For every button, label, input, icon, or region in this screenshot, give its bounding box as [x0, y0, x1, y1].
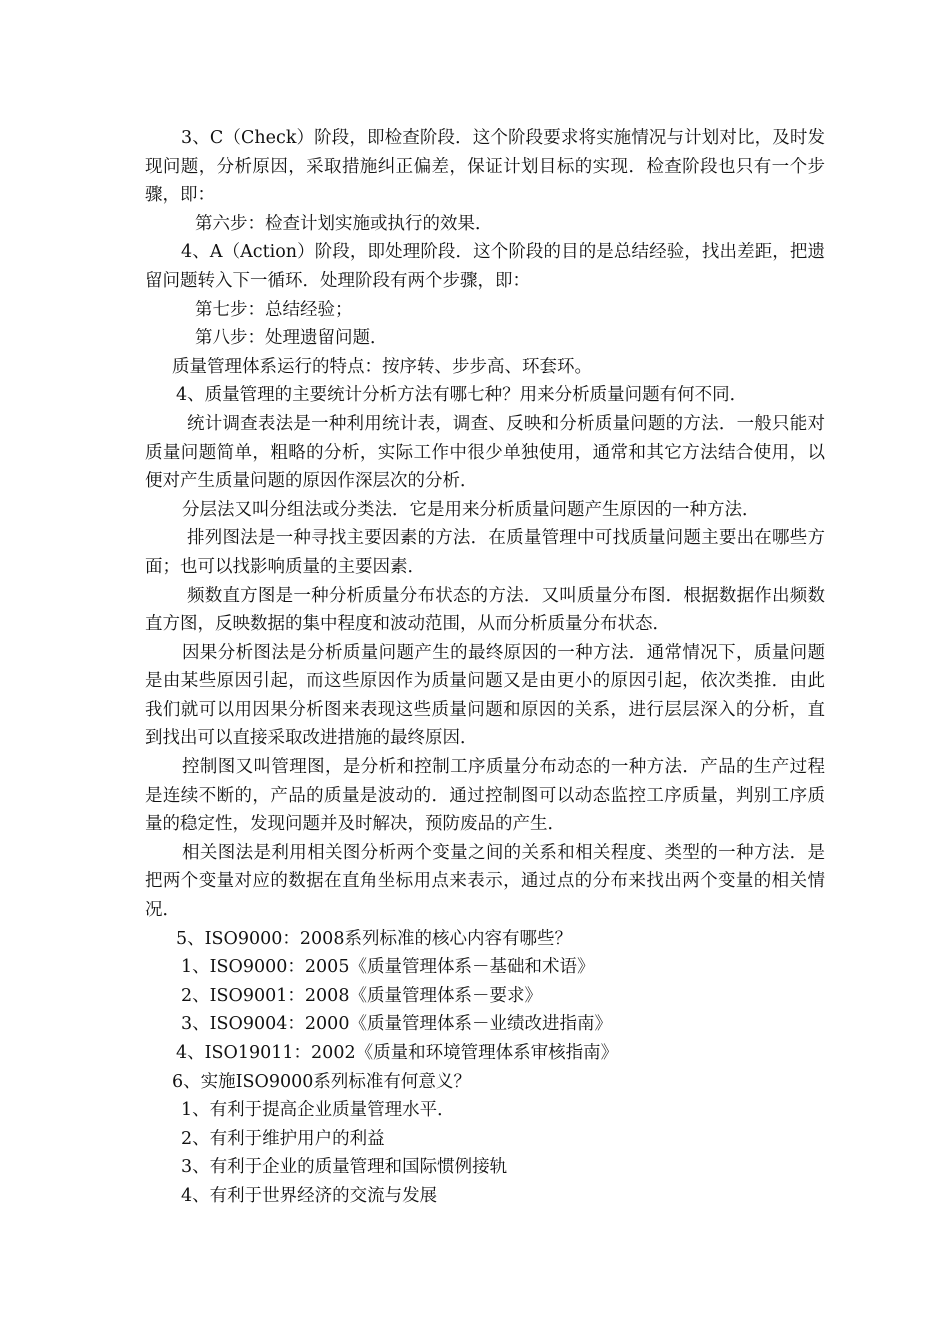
paragraph-survey-method: 统计调查表法是一种利用统计表，调查、反映和分析质量问题的方法．一般只能对质量问题简单，粗略的分析，实际工作中很少单独使用，通常和其它方法结合使用，以便对产生质量问题的原因作深层次的分析．: [145, 413, 825, 492]
list-item-sig-1: 1、有利于提高企业质量管理水平．: [181, 1100, 455, 1121]
list-item-std-1: 1、ISO9000：2005《质量管理体系－基础和术语》: [181, 957, 595, 978]
paragraph-stratification: 分层法又叫分组法或分类法．它是用来分析质量问题产生原因的一种方法．: [182, 499, 760, 520]
list-item-sig-2: 2、有利于维护用户的利益: [181, 1128, 385, 1149]
paragraph-scatter: 相关图法是利用相关图分析两个变量之间的关系和相关程度、类型的一种方法．是把两个变量对应的数据在直角坐标用点来表示，通过点的分布来找出两个变量的相关情况．: [145, 842, 825, 921]
question-4-heading: 4、质量管理的主要统计分析方法有哪七种？用来分析质量问题有何不同．: [176, 385, 748, 406]
list-item-std-3: 3、ISO9004：2000《质量管理体系－业绩改进指南》: [181, 1014, 612, 1035]
paragraph-system-features: 质量管理体系运行的特点：按序转、步步高、环套环。: [172, 356, 592, 377]
paragraph-check-phase: 3、C（Check）阶段，即检查阶段．这个阶段要求将实施情况与计划对比，及时发现问题，分析原因，采取措施纠正偏差，保证计划目标的实现．检查阶段也只有一个步骤，即：: [145, 128, 825, 206]
paragraph-cause-effect: 因果分析图法是分析质量问题产生的最终原因的一种方法．通常情况下，质量问题是由某些原因引起，而这些原因作为质量问题又是由更小的原因引起，依次类推．由此我们就可以用因果分析图来表现这些质量问题和原因的关系，进行层层深入的分析，直到找出可以直接采取改进措施的最终原因．: [145, 642, 825, 749]
list-item-sig-4: 4、有利于世界经济的交流与发展: [181, 1185, 438, 1206]
paragraph-step-6: 第六步：检查计划实施或执行的效果．: [195, 213, 493, 234]
paragraph-histogram: 频数直方图是一种分析质量分布状态的方法．又叫质量分布图．根据数据作出频数直方图，反映数据的集中程度和波动范围，从而分析质量分布状态．: [145, 585, 825, 635]
paragraph-step-7: 第七步：总结经验；: [195, 299, 353, 320]
question-5-heading: 5、ISO9000：2008系列标准的核心内容有哪些？: [176, 928, 572, 949]
paragraph-step-8: 第八步：处理遗留问题．: [195, 328, 388, 349]
list-item-std-2: 2、ISO9001：2008《质量管理体系－要求》: [181, 985, 542, 1006]
list-item-sig-3: 3、有利于企业的质量管理和国际惯例接轨: [181, 1157, 508, 1178]
paragraph-pareto: 排列图法是一种寻找主要因素的方法．在质量管理中可找质量问题主要出在哪些方面；也可以找影响质量的主要因素．: [145, 528, 825, 577]
question-6-heading: 6、实施ISO9000系列标准有何意义？: [172, 1071, 471, 1092]
paragraph-action-phase: 4、A（Action）阶段，即处理阶段．这个阶段的目的是总结经验，找出差距，把遗留问题转入下一循环．处理阶段有两个步骤，即：: [145, 242, 825, 291]
paragraph-control-chart: 控制图又叫管理图，是分析和控制工序质量分布动态的一种方法．产品的生产过程是连续不断的，产品的质量是波动的．通过控制图可以动态监控工序质量，判别工序质量的稳定性，发现问题并及时解决，预防废品的产生．: [145, 757, 825, 835]
document-body: [145, 124, 825, 1211]
list-item-std-4: 4、ISO19011：2002《质量和环境管理体系审核指南》: [176, 1043, 619, 1063]
